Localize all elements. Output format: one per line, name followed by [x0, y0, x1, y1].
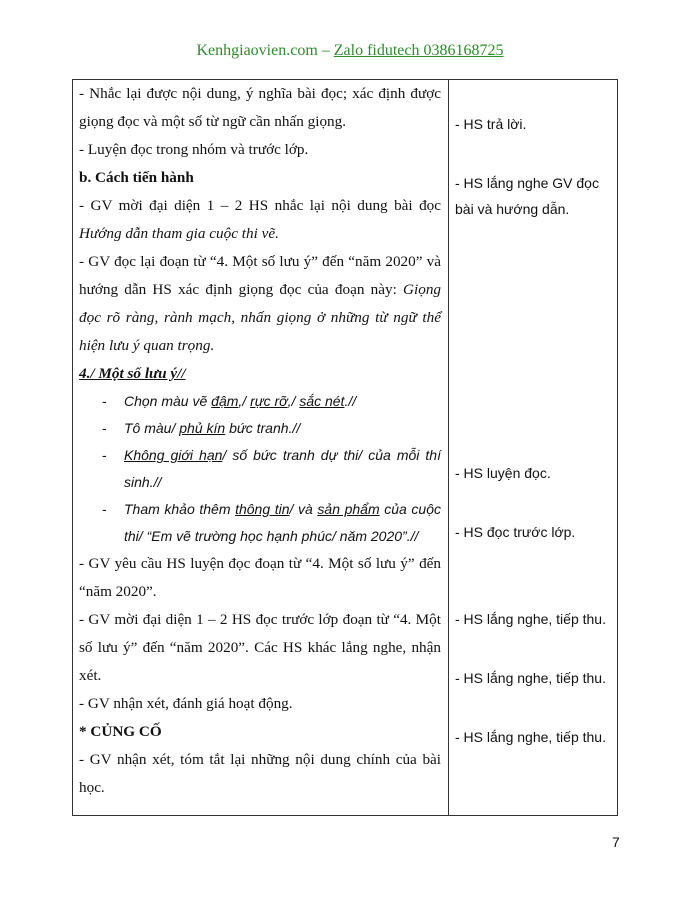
header-contact-link[interactable]: Zalo fidutech 0386168725 — [333, 42, 504, 59]
header-site[interactable]: Kenhgiaovien.com — [196, 42, 318, 59]
dash-bullet: - — [102, 393, 107, 409]
instruction-paragraph-3: - GV yêu cầu HS luyện đọc đoạn từ “4. Một số lưu ý” đến “năm 2020”. — [79, 555, 441, 600]
list-item: - Tô màu/ phủ kín bức tranh.// — [79, 415, 441, 442]
list-item: - Không giới hạn/ số bức tranh dự thi/ của mỗi thí sinh.// — [79, 442, 441, 496]
instruction-paragraph-4: - GV mời đại diện 1 – 2 HS đọc trước lớp đoạn từ “4. Một số lưu ý” đến “năm 2020”. Các HS khác lắng nghe, nhận xét. — [79, 611, 441, 684]
student-response: - HS lắng nghe GV đọc bài và hướng dẫn. — [455, 175, 599, 217]
list-item: - Tham khảo thêm thông tin/ và sản phẩm của cuộc thi/ “Em vẽ trường học hạnh phúc/ năm 2020”.// — [79, 496, 441, 550]
instruction-paragraph-6: - GV nhận xét, tóm tắt lại những nội dung chính của bài học. — [79, 751, 441, 796]
section-heading-notes: 4./ Một số lưu ý// — [79, 365, 186, 382]
objective-text: - Nhắc lại được nội dung, ý nghĩa bài đọc; xác định được giọng đọc và một số từ ngữ cần nhấn giọng. — [79, 85, 441, 130]
teacher-activities-column — [79, 80, 441, 802]
instruction-paragraph-5: - GV nhận xét, đánh giá hoạt động. — [79, 695, 293, 712]
student-response: - HS lắng nghe, tiếp thu. — [455, 611, 606, 627]
instruction-paragraph-1: - GV mời đại diện 1 – 2 HS nhắc lại nội dung bài đọc Hướng dẫn tham gia cuộc thi vẽ. — [79, 197, 441, 242]
column-divider — [448, 80, 449, 815]
notes-list — [79, 388, 441, 550]
dash-bullet: - — [102, 501, 107, 517]
list-item: - Chọn màu vẽ đậm,/ rực rỡ,/ sắc nét.// — [79, 388, 441, 415]
student-response: - HS đọc trước lớp. — [455, 524, 576, 540]
lesson-table — [72, 79, 618, 816]
student-response: - HS luyện đọc. — [455, 465, 551, 481]
student-response: - HS lắng nghe, tiếp thu. — [455, 670, 606, 686]
objective-text-2: - Luyện đọc trong nhóm và trước lớp. — [79, 141, 309, 158]
student-response: - HS lắng nghe, tiếp thu. — [455, 729, 606, 745]
student-response: - HS trả lời. — [455, 116, 527, 132]
dash-bullet: - — [102, 420, 107, 436]
procedure-heading: b. Cách tiến hành — [79, 169, 194, 186]
header-dash: – — [317, 42, 334, 59]
dash-bullet: - — [102, 447, 107, 463]
consolidation-heading: * CỦNG CỐ — [79, 723, 162, 740]
page-header — [0, 42, 700, 60]
page-number: 7 — [612, 834, 620, 850]
instruction-paragraph-2: - GV đọc lại đoạn từ “4. Một số lưu ý” đến “năm 2020” và hướng dẫn HS xác định giọng đọc của đoạn này: Giọng đọc rõ ràng, rành mạch, nhấn giọng ở những từ ngữ thể hiện lưu ý quan trọng. — [79, 253, 441, 354]
